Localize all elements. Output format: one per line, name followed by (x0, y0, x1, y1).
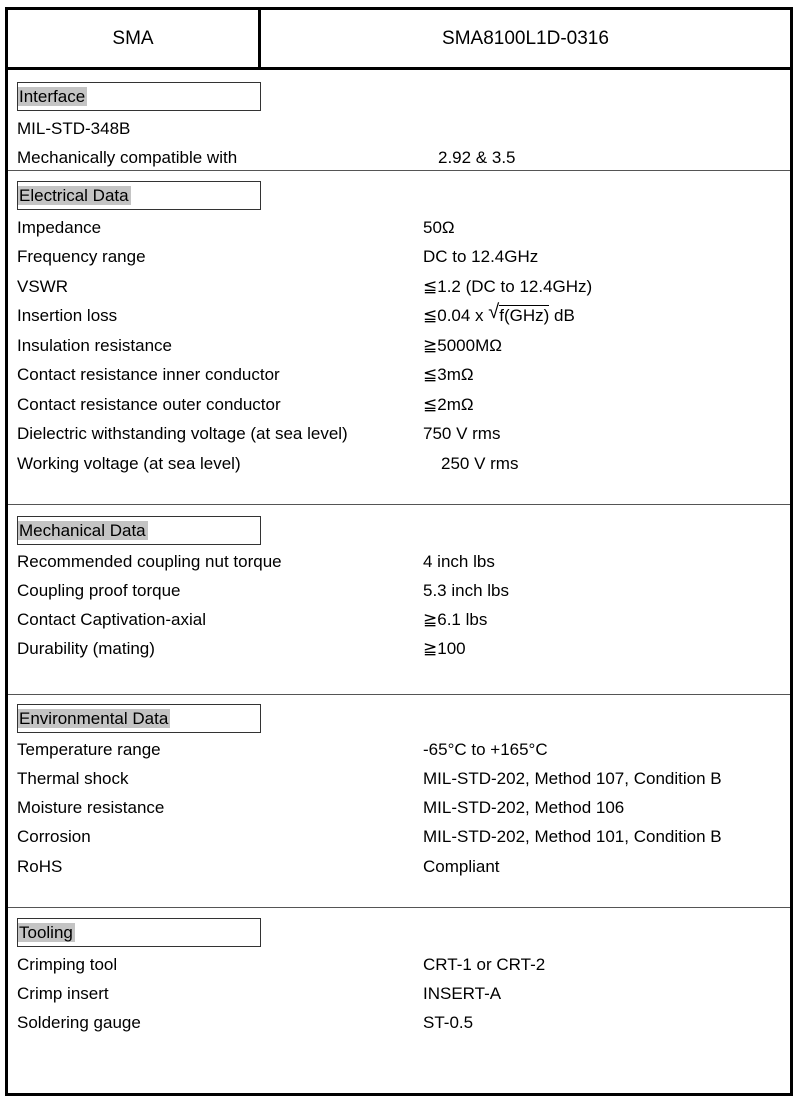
spec-label: Contact Captivation-axial (17, 610, 206, 629)
spec-row (8, 301, 790, 330)
insertion-loss-prefix: ≦0.04 x (423, 306, 489, 325)
spec-value: DC to 12.4GHz (423, 247, 539, 266)
spec-row (8, 793, 790, 822)
part-number: SMA8100L1D-0316 (442, 27, 609, 49)
spec-value: 750 V rms (423, 424, 501, 443)
spec-value: CRT-1 or CRT-2 (423, 955, 546, 974)
spec-value: 2.92 & 3.5 (438, 148, 516, 167)
spec-label: Coupling proof torque (17, 581, 181, 600)
spec-value: ≧5000MΩ (423, 336, 502, 355)
spec-row (8, 822, 790, 851)
spec-row (8, 143, 790, 172)
spec-row (8, 764, 790, 793)
spec-label: Moisture resistance (17, 798, 165, 817)
spec-label: Temperature range (17, 740, 161, 759)
spec-row (8, 390, 790, 419)
spec-row (8, 449, 790, 478)
spec-row (8, 360, 790, 389)
spec-label: Crimp insert (17, 984, 109, 1003)
section-electrical (8, 171, 790, 505)
spec-row (8, 1008, 790, 1037)
spec-label: Recommended coupling nut torque (17, 552, 282, 571)
spec-value: 250 V rms (441, 454, 519, 473)
spec-row (8, 634, 790, 663)
spec-value: 50Ω (423, 218, 455, 237)
spec-row (8, 605, 790, 634)
spec-value: ≧6.1 lbs (423, 610, 488, 629)
spec-row (8, 950, 790, 979)
spec-header (8, 10, 790, 70)
spec-row (8, 979, 790, 1008)
spec-label: Dielectric withstanding voltage (at sea level) (17, 424, 348, 443)
section-title: Interface (17, 82, 261, 111)
spec-label: Corrosion (17, 827, 91, 846)
section-mechanical (8, 505, 790, 695)
spec-label: Thermal shock (17, 769, 129, 788)
section-title: Mechanical Data (17, 516, 261, 545)
spec-value: -65°C to +165°C (423, 740, 548, 759)
spec-row (8, 114, 790, 143)
spec-label: Frequency range (17, 247, 146, 266)
spec-value: MIL-STD-202, Method 107, Condition B (423, 769, 722, 788)
spec-row (8, 331, 790, 360)
spec-row (8, 547, 790, 576)
spec-value (423, 301, 575, 330)
spec-label: Crimping tool (17, 955, 118, 974)
section-interface (8, 70, 790, 171)
spec-label: Contact resistance inner conductor (17, 365, 280, 384)
spec-value: MIL-STD-202, Method 106 (423, 798, 625, 817)
spec-label: Insulation resistance (17, 336, 172, 355)
spec-row (8, 272, 790, 301)
spec-row (8, 242, 790, 271)
square-root (488, 301, 549, 330)
connector-type: SMA (8, 10, 261, 67)
spec-label: Insertion loss (17, 306, 118, 325)
spec-label: MIL-STD-348B (17, 119, 131, 138)
section-environmental (8, 695, 790, 908)
spec-value: INSERT-A (423, 984, 502, 1003)
spec-value: MIL-STD-202, Method 101, Condition B (423, 827, 722, 846)
spec-value: ≦1.2 (DC to 12.4GHz) (423, 277, 593, 296)
spec-label: Impedance (17, 218, 102, 237)
spec-row (8, 852, 790, 881)
spec-label: Working voltage (at sea level) (17, 454, 241, 473)
spec-value: 4 inch lbs (423, 552, 495, 571)
spec-label: VSWR (17, 277, 68, 296)
insertion-loss-radicand: f(GHz) (499, 306, 550, 325)
spec-value: ≦2mΩ (423, 395, 474, 414)
spec-row (8, 576, 790, 605)
section-title: Electrical Data (17, 181, 261, 210)
spec-label: Mechanically compatible with (17, 148, 238, 167)
section-title: Tooling (17, 918, 261, 947)
section-tooling (8, 908, 790, 1088)
spec-value: 5.3 inch lbs (423, 581, 509, 600)
spec-value: ST-0.5 (423, 1013, 474, 1032)
spec-label: Soldering gauge (17, 1013, 141, 1032)
spec-label: RoHS (17, 857, 63, 876)
spec-value: ≧100 (423, 639, 466, 658)
spec-label: Contact resistance outer conductor (17, 395, 281, 414)
radical-sign: √ (488, 301, 500, 323)
spec-row (8, 735, 790, 764)
spec-value: Compliant (423, 857, 500, 876)
spec-value: ≦3mΩ (423, 365, 474, 384)
spec-label: Durability (mating) (17, 639, 155, 658)
spec-row (8, 213, 790, 242)
section-title: Environmental Data (17, 704, 261, 733)
insertion-loss-suffix: dB (549, 306, 575, 325)
spec-row (8, 419, 790, 448)
spec-sheet (5, 7, 793, 1096)
